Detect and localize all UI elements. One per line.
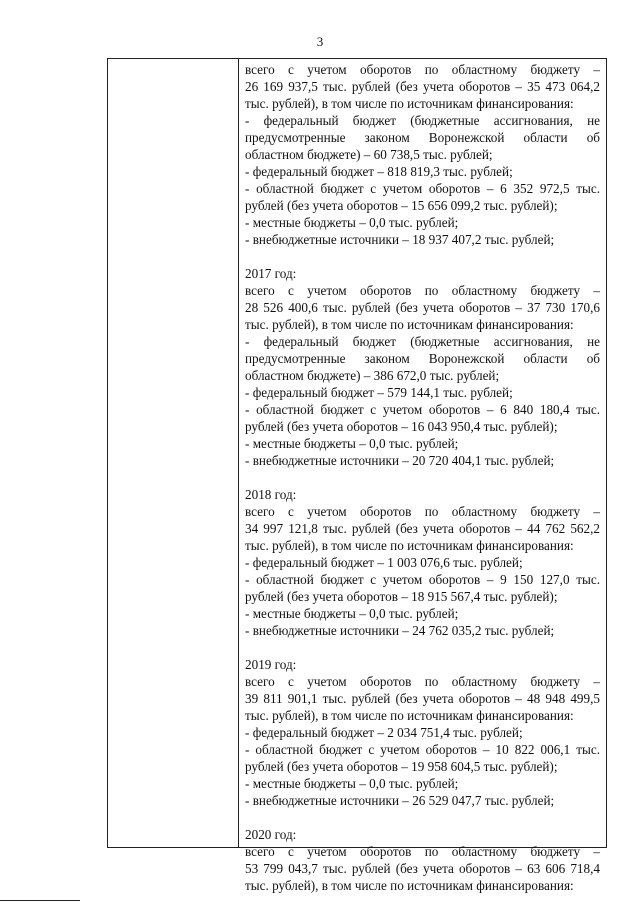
text-line: 2020 год: <box>245 827 297 842</box>
text-line: - федеральный бюджет – 579 144,1 тыс. рублей; <box>245 385 513 400</box>
text-line: - федеральный бюджет – 818 819,3 тыс. рублей; <box>245 164 513 179</box>
text-line: всего с учетом оборотов по областному бюджету – <box>245 844 600 859</box>
paragraph-gap <box>245 809 600 826</box>
paragraph-gap <box>245 639 600 656</box>
text-line: - местные бюджеты – 0,0 тыс. рублей; <box>245 606 459 621</box>
text-line: - федеральный бюджет – 1 003 076,6 тыс. рублей; <box>245 555 523 570</box>
table-left-cell <box>108 59 239 847</box>
table-right-cell <box>239 59 606 893</box>
text-line: - федеральный бюджет (бюджетные ассигнования, не <box>245 334 600 349</box>
text-line: тыс. рублей), в том числе по источникам финансирования: <box>245 538 574 553</box>
text-line: - областной бюджет с учетом оборотов – 6 352 972,5 тыс. <box>245 181 600 196</box>
text-line: всего с учетом оборотов по областному бюджету – <box>245 283 600 298</box>
text-line: - федеральный бюджет – 2 034 751,4 тыс. рублей; <box>245 725 523 740</box>
text-line: предусмотренные законом Воронежской области об <box>245 351 600 366</box>
text-line: 39 811 901,1 тыс. рублей (без учета оборотов – 48 948 499,5 <box>245 691 600 706</box>
text-line: - внебюджетные источники – 26 529 047,7 тыс. рублей; <box>245 793 555 808</box>
text-line: тыс. рублей), в том числе по источникам финансирования: <box>245 708 574 723</box>
text-line: областном бюджете) – 60 738,5 тыс. рублей; <box>245 147 493 162</box>
document-table <box>107 58 607 893</box>
text-line: 2017 год: <box>245 266 297 281</box>
text-line: 28 526 400,6 тыс. рублей (без учета оборотов – 37 730 170,6 <box>245 300 600 315</box>
text-line: предусмотренные законом Воронежской области об <box>245 130 600 145</box>
text-line: - областной бюджет с учетом оборотов – 6 840 180,4 тыс. <box>245 402 600 417</box>
text-line: 34 997 121,8 тыс. рублей (без учета оборотов – 44 762 562,2 <box>245 521 600 536</box>
text-line: тыс. рублей), в том числе по источникам финансирования: <box>245 878 574 893</box>
text-line: рублей (без учета оборотов – 16 043 950,4 тыс. рублей); <box>245 419 558 434</box>
text-line: всего с учетом оборотов по областному бюджету – <box>245 504 600 519</box>
text-line: всего с учетом оборотов по областному бюджету – <box>245 62 600 77</box>
text-line: - областной бюджет с учетом оборотов – 10 822 006,1 тыс. <box>245 742 600 757</box>
text-line: - областной бюджет с учетом оборотов – 9 150 127,0 тыс. <box>245 572 600 587</box>
paragraph-gap <box>245 469 600 486</box>
text-line: - федеральный бюджет (бюджетные ассигнования, не <box>245 113 600 128</box>
text-line: рублей (без учета оборотов – 18 915 567,4 тыс. рублей); <box>245 589 558 604</box>
text-line: - местные бюджеты – 0,0 тыс. рублей; <box>245 436 459 451</box>
text-line: 2018 год: <box>245 487 297 502</box>
text-line: - внебюджетные источники – 24 762 035,2 тыс. рублей; <box>245 623 555 638</box>
page-number: 3 <box>316 34 324 49</box>
text-line: рублей (без учета оборотов – 15 656 099,2 тыс. рублей); <box>245 198 558 213</box>
text-line: тыс. рублей), в том числе по источникам финансирования: <box>245 317 574 332</box>
text-line: тыс. рублей), в том числе по источникам финансирования: <box>245 96 574 111</box>
text-line: всего с учетом оборотов по областному бюджету – <box>245 674 600 689</box>
text-line: - внебюджетные источники – 20 720 404,1 тыс. рублей; <box>245 453 555 468</box>
text-line: - местные бюджеты – 0,0 тыс. рублей; <box>245 215 459 230</box>
text-line: 2019 год: <box>245 657 297 672</box>
paragraph-gap <box>245 248 600 265</box>
text-line: 53 799 043,7 тыс. рублей (без учета оборотов – 63 606 718,4 <box>245 861 600 876</box>
text-line: рублей (без учета оборотов – 19 958 604,5 тыс. рублей); <box>245 759 558 774</box>
text-line: - внебюджетные источники – 18 937 407,2 тыс. рублей; <box>245 232 555 247</box>
text-line: 26 169 937,5 тыс. рублей (без учета оборотов – 35 473 064,2 <box>245 79 600 94</box>
footnote-rule <box>0 900 80 901</box>
text-line: - местные бюджеты – 0,0 тыс. рублей; <box>245 776 459 791</box>
text-line: областном бюджете) – 386 672,0 тыс. рублей; <box>245 368 500 383</box>
